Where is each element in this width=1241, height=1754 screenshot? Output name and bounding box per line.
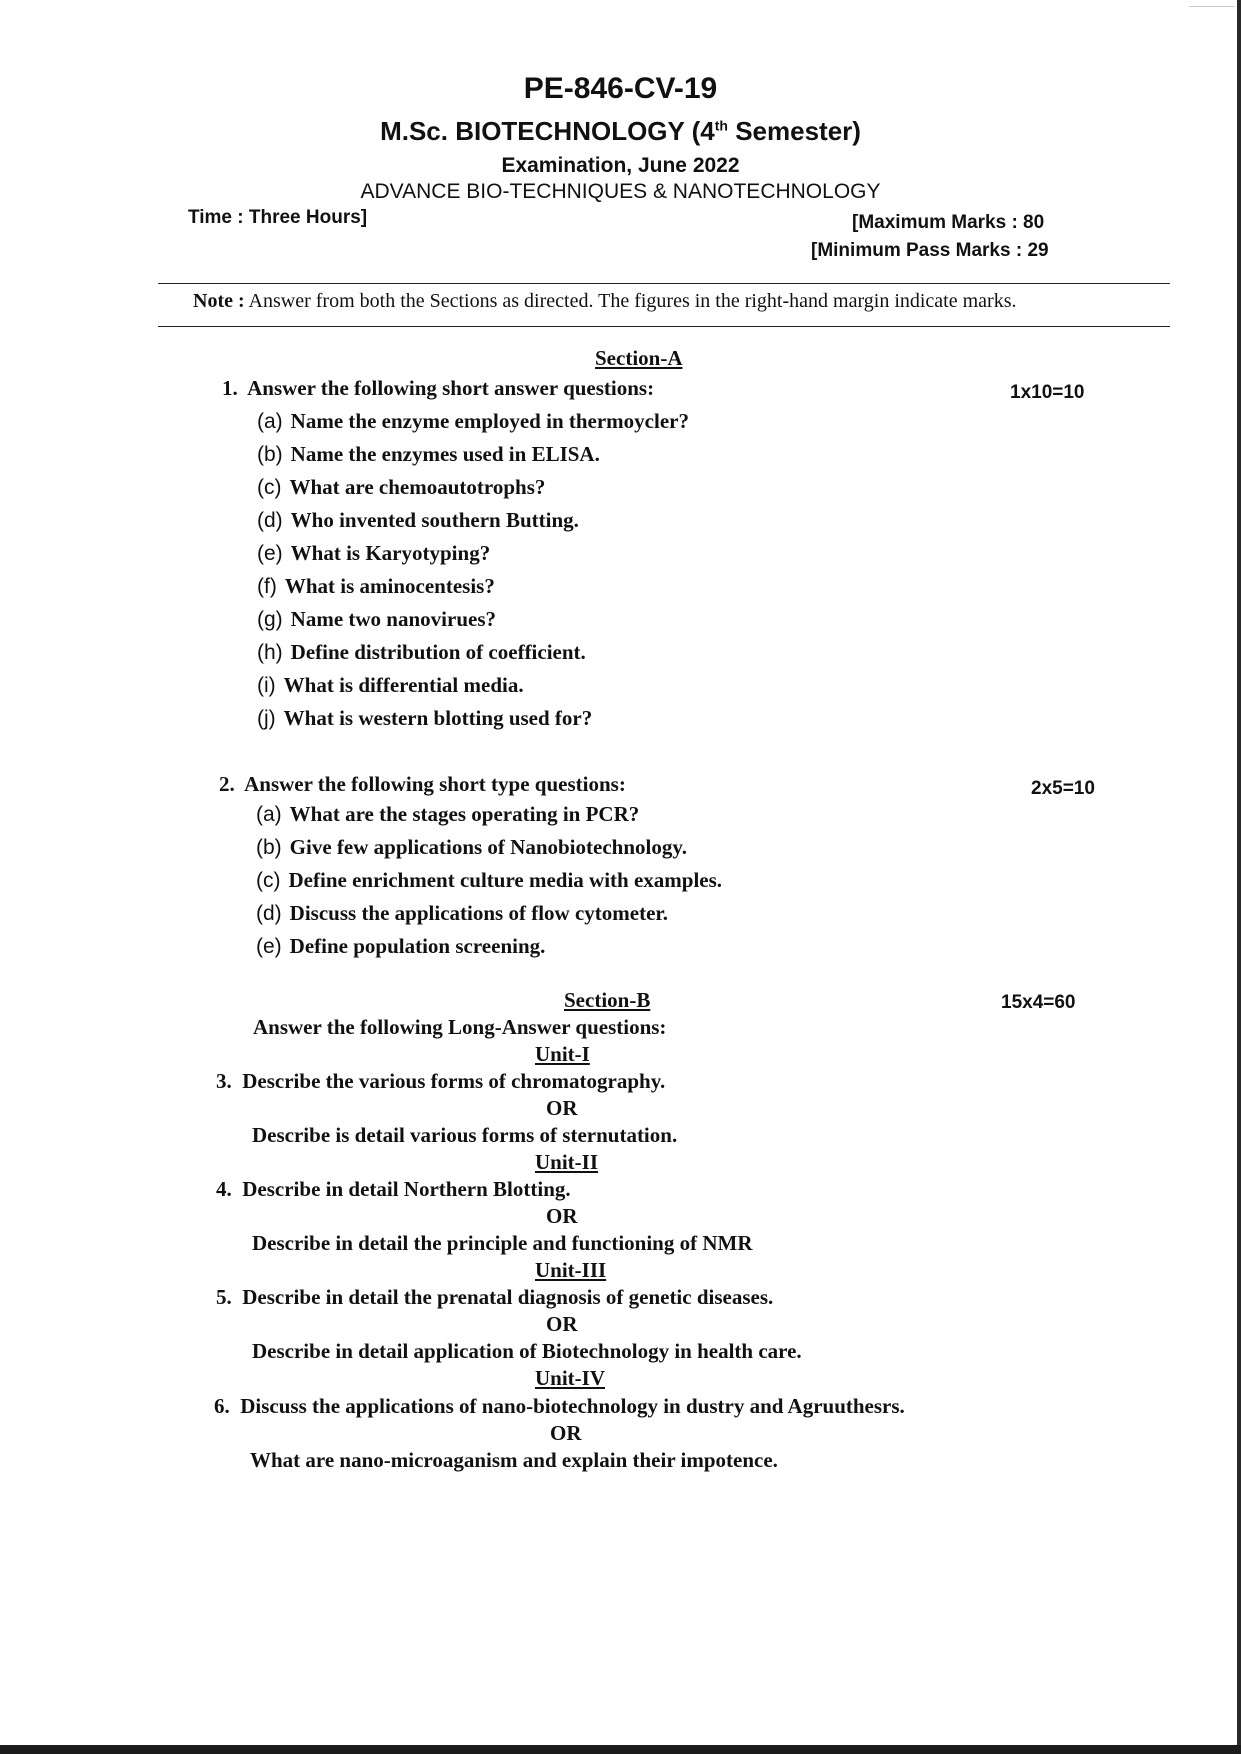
question-1-part-f: (f) What is aminocentesis? — [257, 574, 495, 598]
question-1-part-b: (b) Name the enzymes used in ELISA. — [257, 442, 600, 466]
exam-session: Examination, June 2022 — [501, 154, 740, 177]
question-6: 6. Discuss the applications of nano-biotechnology in dustry and Agruuthesrs. — [214, 1394, 905, 1418]
question-2-part-d: (d) Discuss the applications of flow cytometer. — [256, 901, 669, 925]
question-2-part-b: (b) Give few applications of Nanobiotechnology. — [256, 835, 687, 859]
question-3-alternative: Describe is detail various forms of sternutation. — [252, 1123, 678, 1147]
time-allowed: Time : Three Hours] — [188, 207, 368, 228]
section-b-heading: Section-B — [564, 988, 651, 1012]
scan-edge-bottom — [0, 1745, 1241, 1754]
unit-1-heading: Unit-I — [535, 1042, 590, 1066]
divider-bottom — [158, 326, 1170, 327]
question-1-part-g: (g) Name two nanovirues? — [257, 607, 496, 631]
question-4-alternative: Describe in detail the principle and functioning of NMR — [252, 1231, 753, 1255]
question-6-alternative: What are nano-microaganism and explain their impotence. — [250, 1448, 778, 1472]
question-1-part-j: (j) What is western blotting used for? — [257, 706, 593, 730]
question-2-part-c: (c) Define enrichment culture media with examples. — [256, 868, 723, 892]
question-1-part-e: (e) What is Karyotyping? — [257, 541, 491, 565]
question-1-part-h: (h) Define distribution of coefficient. — [257, 640, 586, 664]
divider-top — [158, 283, 1170, 284]
question-1: 1. Answer the following short answer questions: — [222, 376, 655, 400]
question-2-part-a: (a) What are the stages operating in PCR? — [256, 802, 640, 826]
question-1-part-d: (d) Who invented southern Butting. — [257, 508, 579, 532]
question-2-part-e: (e) Define population screening. — [256, 934, 546, 958]
question-5-alternative: Describe in detail application of Biotechnology in health care. — [252, 1339, 802, 1363]
question-1-part-c: (c) What are chemoautotrophs? — [257, 475, 546, 499]
maximum-marks: [Maximum Marks : 80 — [852, 212, 1045, 233]
question-4: 4. Describe in detail Northern Blotting. — [216, 1177, 571, 1201]
scan-edge-right — [1237, 0, 1241, 1754]
or-separator-4: OR — [550, 1421, 582, 1445]
unit-2-heading: Unit-II — [535, 1150, 599, 1174]
or-separator-3: OR — [546, 1312, 578, 1336]
question-2-marks: 2x5=10 — [1031, 778, 1095, 799]
question-1-part-i: (i) What is differential media. — [257, 673, 524, 697]
section-a-heading: Section-A — [595, 346, 683, 370]
course-title: M.Sc. BIOTECHNOLOGY (4th Semester) — [380, 116, 861, 146]
minimum-pass-marks: [Minimum Pass Marks : 29 — [811, 240, 1049, 261]
question-2: 2. Answer the following short type questions: — [219, 772, 626, 796]
question-3: 3. Describe the various forms of chromatography. — [216, 1069, 666, 1093]
question-5: 5. Describe in detail the prenatal diagnosis of genetic diseases. — [216, 1285, 774, 1309]
unit-4-heading: Unit-IV — [535, 1366, 606, 1390]
or-separator-1: OR — [546, 1096, 578, 1120]
paper-code: PE-846-CV-19 — [523, 72, 718, 105]
or-separator-2: OR — [546, 1204, 578, 1228]
section-b-instruction: Answer the following Long-Answer questions: — [253, 1015, 667, 1039]
unit-3-heading: Unit-III — [535, 1258, 607, 1282]
scan-corner-mark — [1189, 0, 1235, 7]
subject-title: ADVANCE BIO-TECHNIQUES & NANOTECHNOLOGY — [360, 180, 881, 203]
question-1-part-a: (a) Name the enzyme employed in thermoycler? — [257, 409, 689, 433]
question-1-marks: 1x10=10 — [1010, 382, 1085, 403]
section-b-marks: 15x4=60 — [1001, 992, 1076, 1013]
instructions-note: Note : Answer from both the Sections as directed. The figures in the right-hand margin indicate marks. — [193, 290, 1017, 312]
